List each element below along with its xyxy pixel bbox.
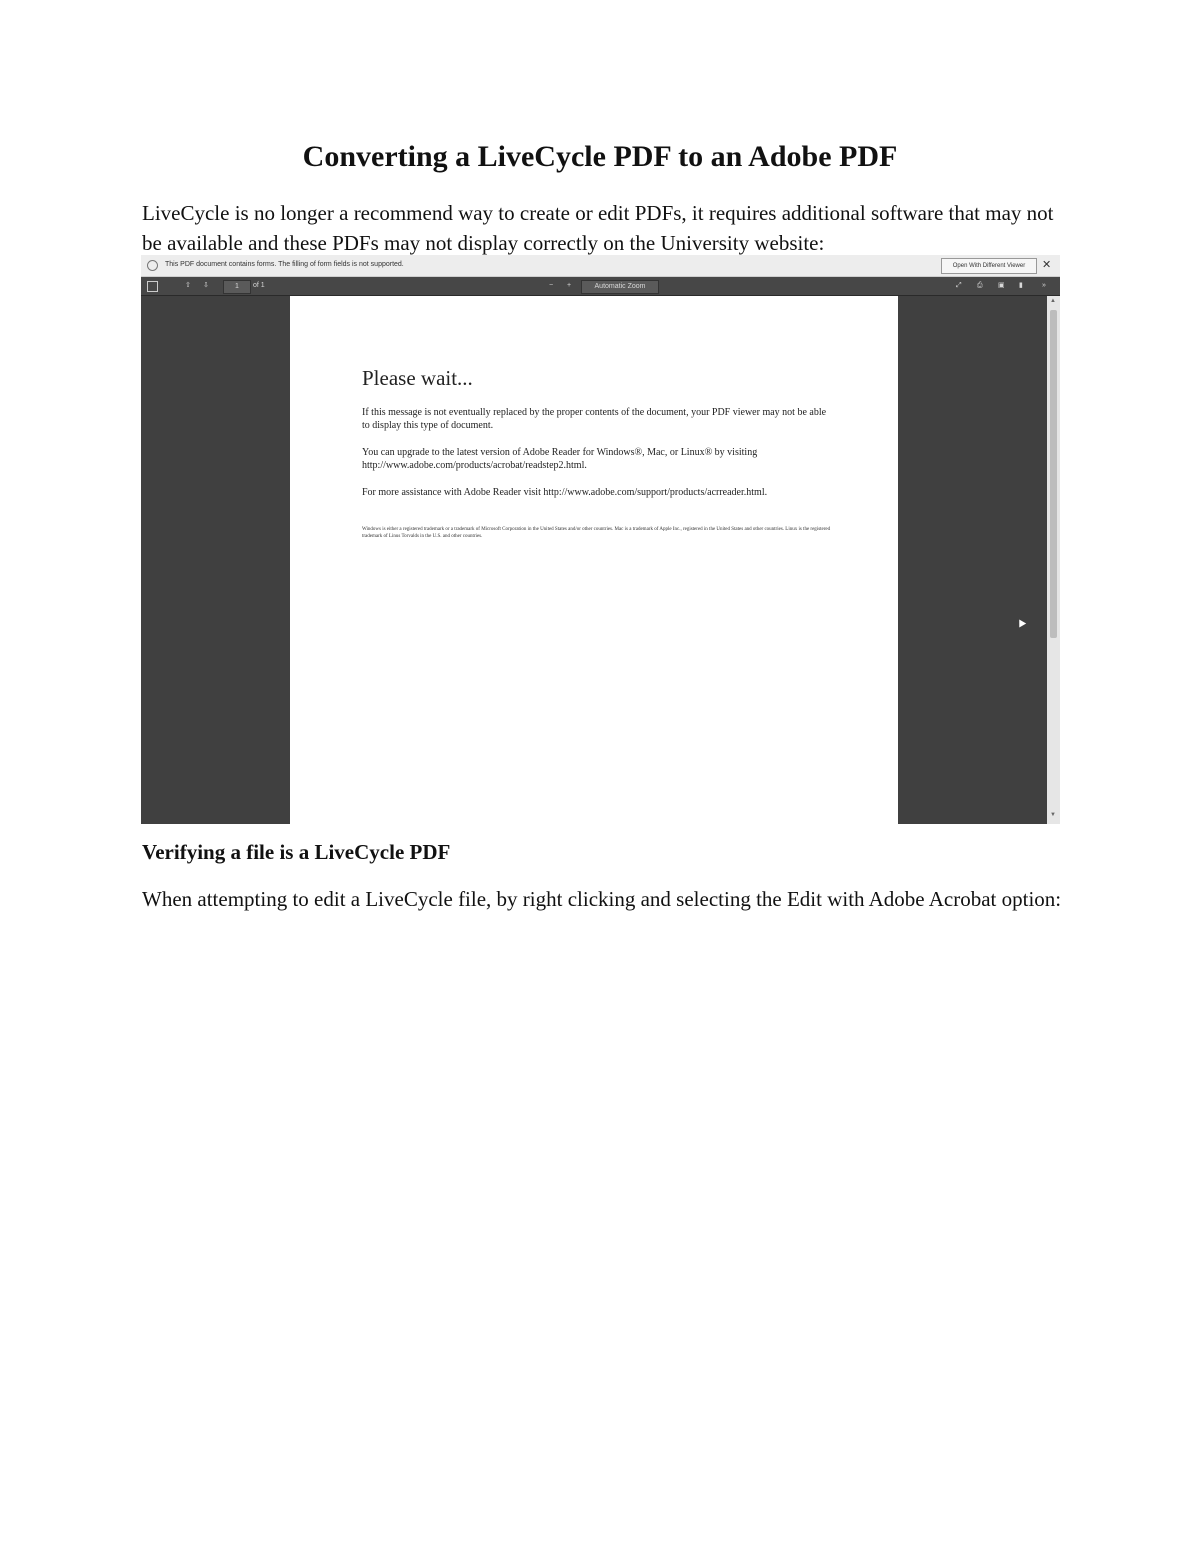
close-icon[interactable]: ✕ [1042, 259, 1052, 271]
viewer-canvas [141, 296, 1047, 824]
tools-icon[interactable]: » [1042, 282, 1046, 289]
please-wait-heading: Please wait... [362, 366, 473, 390]
page-number-input[interactable]: 1 [223, 280, 251, 294]
arrow-up-icon[interactable]: ⇧ [185, 282, 191, 289]
page-paragraph-3: For more assistance with Adobe Reader visit http://www.adobe.com/support/products/acrreader.html. [362, 487, 768, 498]
sidebar-toggle-icon[interactable] [147, 281, 158, 292]
zoom-select[interactable]: Automatic Zoom [581, 280, 659, 294]
pdf-viewer-screenshot [141, 255, 1060, 824]
scroll-down-icon[interactable]: ▼ [1050, 812, 1056, 818]
page-paragraph-2: You can upgrade to the latest version of Adobe Reader for Windows®, Mac, or Linux® by visiting http://www.adobe.com/products/acrobat/readstep2.html. [362, 447, 758, 471]
viewer-toolbar [141, 277, 1060, 296]
open-with-different-viewer-button[interactable]: Open With Different Viewer [941, 258, 1037, 274]
bookmark-icon[interactable]: ▮ [1019, 282, 1023, 289]
pdf-page [290, 296, 898, 824]
page-paragraph-1: If this message is not eventually replaced by the proper contents of the document, your PDF viewer may not be able to display this type of document. [362, 407, 827, 431]
mouse-cursor-icon [1016, 617, 1026, 627]
zoom-in-button[interactable]: + [567, 282, 572, 289]
scroll-up-icon[interactable]: ▲ [1050, 298, 1056, 304]
section-heading: Verifying a file is a LiveCycle PDF [142, 840, 451, 864]
page-title: Converting a LiveCycle PDF to an Adobe PDF [302, 140, 898, 173]
section-paragraph: When attempting to edit a LiveCycle file, by right clicking and selecting the Edit with Adobe Acrobat option: [142, 887, 1062, 911]
intro-paragraph: LiveCycle is no longer a recommend way to create or edit PDFs, it requires additional software that may not be available and these PDFs may not display correctly on the University website: [142, 201, 1054, 255]
trademark-fine-print: Windows is either a registered trademark or a trademark of Microsoft Corporation in the United States and/or other countries. Mac is a trademark of Apple Inc., registered in the United States and other countries. Linux is the registered trademark of Linus Torvalds in the U.S. and other countries. [362, 527, 831, 539]
page-count: of 1 [253, 282, 265, 289]
download-icon[interactable]: ▣ [998, 282, 1005, 289]
vertical-scrollbar[interactable] [1047, 296, 1060, 824]
zoom-out-button[interactable]: − [549, 282, 554, 289]
scrollbar-thumb[interactable] [1050, 310, 1057, 638]
info-icon [147, 260, 158, 271]
notification-bar [141, 255, 1060, 277]
notification-message: This PDF document contains forms. The filling of form fields is not supported. [165, 261, 404, 268]
print-icon[interactable]: ⎙ [977, 282, 983, 289]
arrow-down-icon[interactable]: ⇩ [203, 282, 209, 289]
fullscreen-icon[interactable]: ⤢ [956, 282, 962, 289]
